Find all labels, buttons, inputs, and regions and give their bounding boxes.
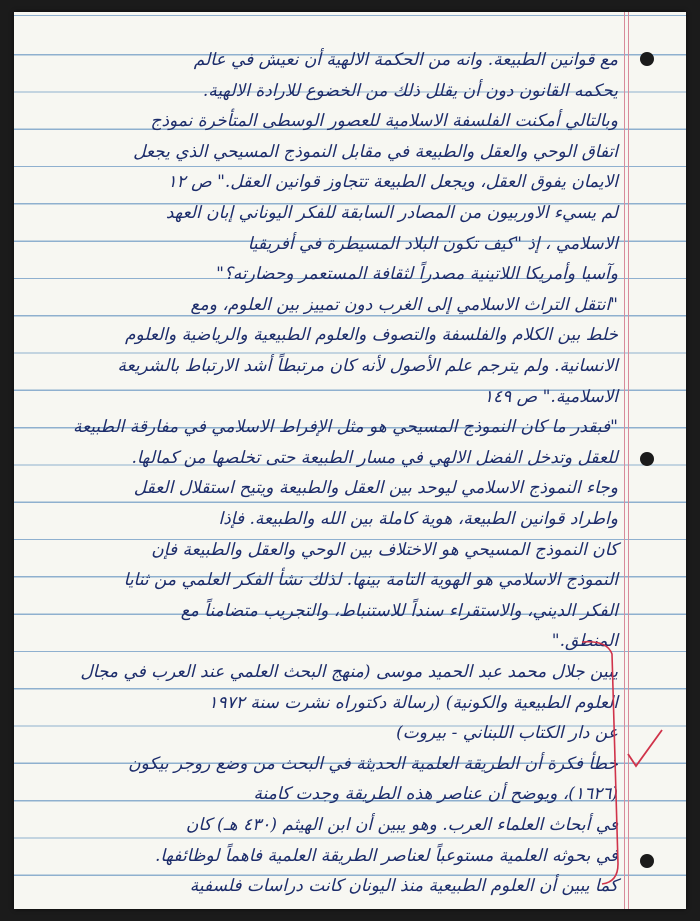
text-line: للعقل وتدخل الفضل الالهي في مسار الطبيعة حتى تخلصها من كمالها.	[131, 447, 618, 468]
text-line: في أبحاث العلماء العرب. وهو يبين أن ابن الهيثم (٤٣٠ هـ) كان	[185, 815, 618, 835]
text-line: في بحوثه العلمية مستوعباً لعناصر الطريقة العلمية فاهماً لوظائفها.	[155, 845, 618, 866]
text-line: لم يسيء الاوربيون من المصادر السابقة للفكر اليوناني إبان العهد	[165, 203, 618, 223]
checkmark-icon	[628, 730, 662, 766]
margin-bracket-annotation	[22, 634, 642, 892]
text-line: كان النموذج المسيحي هو الاختلاف بين الوحي والعقل والطبيعة فإن	[151, 539, 618, 560]
text-line: خطأ فكرة أن الطريقة العلمية الحديثة في البحث من وضع روجر بيكون	[128, 753, 618, 774]
text-line: يحكمه القانون دون أن يقلل ذلك من الخضوع للارادة الالهية.	[202, 80, 618, 101]
text-line: "انتقل التراث الاسلامي إلى الغرب دون تمييز بين العلوم، ومع	[190, 294, 618, 315]
text-line: العلوم الطبيعية والكونية) (رسالة دكتوراه نشرت سنة ١٩٧٢	[208, 692, 618, 713]
text-line: خلط بين الكلام والفلسفة والتصوف والعلوم الطبيعية والرياضية والعلوم	[124, 325, 618, 346]
punch-hole	[640, 52, 654, 66]
text-line: كما يبين أن العلوم الطبيعية منذ اليونان كانت دراسات فلسفية	[189, 876, 618, 897]
text-line: واطراد قوانين الطبيعة، هوية كاملة بين الله والطبيعة. فإذا	[218, 509, 618, 529]
text-line: الفكر الديني، والاستقراء سنداً للاستنباط، والتجريب متضامناً مع	[180, 600, 618, 621]
text-line: (١٦٢٦)، ويوضح أن عناصر هذه الطريقة وجدت كامنة	[253, 784, 618, 805]
punch-hole	[640, 452, 654, 466]
text-line: النموذج الاسلامي هو الهوية التامة بينها. لذلك نشأ الفكر العلمي من ثنايا	[123, 570, 618, 591]
text-line: المنطق."	[551, 631, 618, 652]
text-line: عن دار الكتاب اللبناني - بيروت)	[396, 723, 618, 744]
text-line: الاسلامي ، إذ "كيف تكون البلاد المسيطرة في أفريقيا	[247, 233, 618, 254]
punch-hole	[640, 854, 654, 868]
text-line: "فبقدر ما كان النموذج المسيحي هو مثل الإفراط الاسلامي في مفارقة الطبيعة	[72, 417, 618, 438]
text-line: وجاء النموذج الاسلامي ليوحد بين العقل والطبيعة ويتيح استقلال العقل	[133, 478, 618, 499]
text-line: الايمان يفوق العقل، ويجعل الطبيعة تتجاوز قوانين العقل." ص ١٢	[167, 172, 618, 193]
text-line: الانسانية. ولم يترجم علم الأصول لأنه كان مرتبطاً أشد الارتباط بالشريعة	[117, 356, 618, 376]
notebook-page	[14, 12, 686, 909]
text-line: اتفاق الوحي والعقل والطبيعة في مقابل النموذج المسيحي الذي يجعل	[133, 141, 618, 162]
text-line: الاسلامية." ص ١٤٩	[483, 386, 618, 407]
text-line: مع قوانين الطبيعة. وانه من الحكمة الالهية أن نعيش في عالم	[193, 50, 618, 70]
text-line: وآسيا وأمريكا اللاتينية مصدراً لثقافة المستعمر وحضارته؟"	[216, 264, 618, 285]
bracket-stroke	[582, 642, 618, 884]
text-line: يبين جلال محمد عبد الحميد موسى (منهج البحث العلمي عند العرب في مجال	[80, 662, 618, 682]
text-line: وبالتالي أمكنت الفلسفة الاسلامية للعصور الوسطى المتأخرة نموذج	[150, 111, 618, 132]
